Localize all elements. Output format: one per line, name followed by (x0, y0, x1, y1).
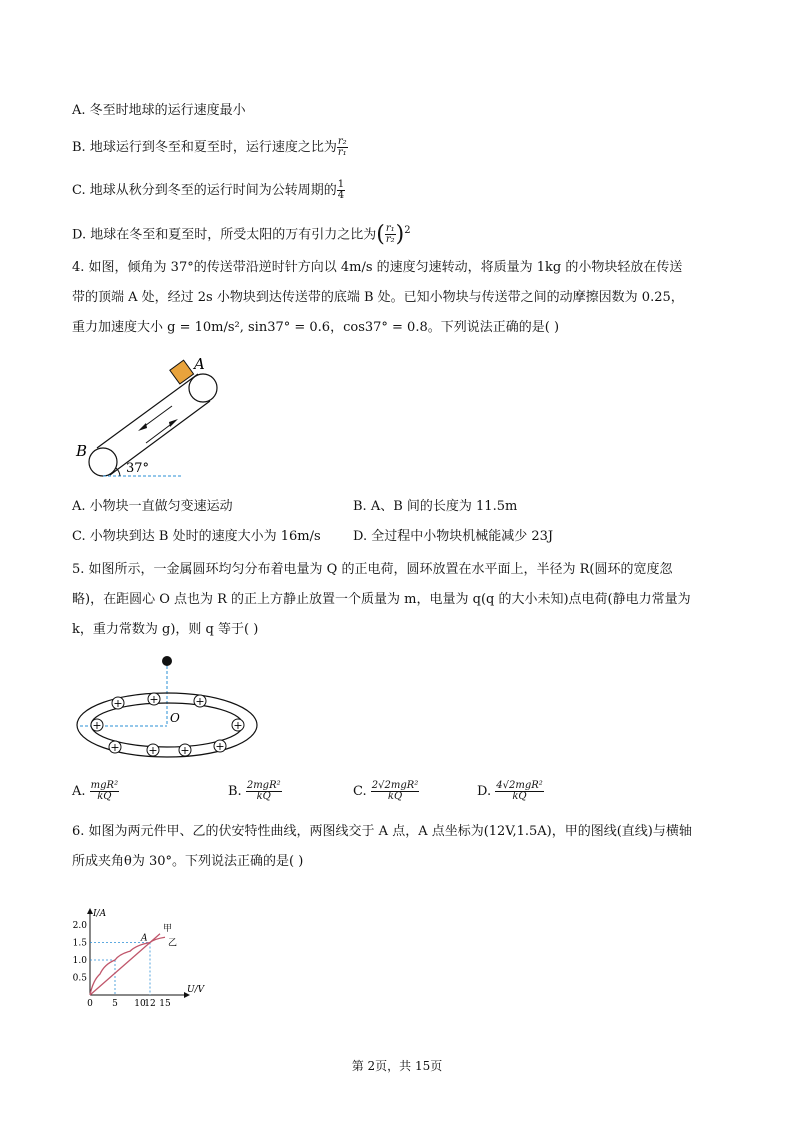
q4-stem-line-3: 重力加速度大小 g = 10m/s², sin37° = 0.6，cos37° = 0.8。下列说法正确的是( ) (72, 320, 560, 335)
plus-charge-icon (112, 697, 124, 710)
q3-option-b: B. 地球运行到冬至和夏至时，运行速度之比为 $\frac{\text{r₂}}{\text{r₁}}$ (72, 136, 347, 158)
q4-stem-line-1: 4. 如图，倾角为 37°的传送带沿逆时针方向以 4m/s 的速度匀速转动，将质量为 1kg 的小物块轻放在传送 (72, 260, 683, 275)
y-axis-label: I/A (93, 909, 107, 919)
q5-option-a: A. $\frac{\text{mgR²}}{kQ}$ (72, 780, 119, 802)
q4-option-d: D. 全过程中小物块机械能减少 23J (353, 529, 554, 544)
point-a-label: A (141, 933, 148, 944)
x-tick-label: 12 (144, 999, 156, 1009)
belt-arrow-down-icon (138, 423, 147, 431)
series-label: 乙 (168, 938, 178, 949)
charged-ring-figure (70, 650, 270, 775)
q6-stem-line-2: 所成夹角θ为 30°。下列说法正确的是( ) (72, 854, 304, 869)
x-tick-label: 10 (134, 999, 146, 1009)
q3-option-c: C. 地球从秋分到冬至的运行时间为公转周期的 $\frac{1}{4}$ (72, 179, 345, 201)
angle-label: 37° (126, 461, 150, 476)
label-a: A (194, 355, 205, 373)
iv-characteristic-chart (68, 895, 228, 1020)
q5-option-c: C. $\frac{\text{2√2mgR²}}{kQ}$ (353, 780, 419, 802)
x-tick-label: 15 (159, 999, 171, 1009)
q3-d-fraction: $\frac{\text{r₁}}{\text{r₂}}$ (385, 223, 395, 246)
point-charge (162, 656, 172, 666)
label-o: O (170, 711, 180, 725)
q5-stem-line-2: 略)，在距圆心 O 点也为 R 的正上方静止放置一个质量为 m，电量为 q(q 的大小未知)点电荷(静电力常量为 (72, 592, 691, 607)
x-tick-label: 5 (112, 999, 118, 1009)
q3-b-fraction: $\frac{\text{r₂}}{\text{r₁}}$ (337, 136, 347, 158)
q4-option-b: B. A、B 间的长度为 11.5m (353, 499, 518, 514)
q5-option-b: B. $\frac{\text{2mgR²}}{kQ}$ (228, 780, 281, 802)
svg-text:+: + (92, 719, 102, 732)
svg-text:+: + (180, 744, 190, 757)
q5-option-d: D. $\frac{\text{4√2mgR²}}{kQ}$ (477, 780, 543, 802)
series-label: 甲 (163, 923, 173, 934)
plus-charge-icon (194, 695, 206, 708)
y-tick-label: 0.5 (72, 973, 87, 984)
q3-option-d: D. 地球在冬至和夏至时，所受太阳的万有引力之比为( $\frac{\text{r₁}}{\text{r₂}}$ )$^2$ (72, 221, 411, 247)
svg-text:+: + (215, 740, 225, 753)
label-b: B (76, 442, 88, 460)
svg-text:+: + (149, 693, 159, 706)
svg-text:+: + (110, 741, 120, 754)
page-footer: 第 2页，共 15页 (351, 1059, 443, 1073)
q6-stem-line-1: 6. 如图为两元件甲、乙的伏安特性曲线，两图线交于 A 点，A 点坐标为(12V,1.5A)，甲的图线(直线)与横轴 (72, 824, 692, 839)
plus-charge-icon (148, 693, 160, 706)
plus-charge-icon (91, 719, 103, 732)
plus-charge-icon (232, 719, 244, 732)
plus-charge-icon (214, 740, 226, 753)
plus-charge-icon (147, 744, 159, 757)
x-tick-label: 0 (87, 999, 93, 1009)
svg-text:+: + (195, 695, 205, 708)
bottom-pulley (89, 448, 117, 476)
q4-stem-line-2: 带的顶端 A 处，经过 2s 小物块到达传送带的底端 B 处。已知小物块与传送带之间的动摩擦因数为 0.25， (72, 290, 684, 305)
q5-stem-line-3: k，重力常数为 g)，则 q 等于( ) (72, 622, 259, 637)
svg-text:+: + (148, 744, 158, 757)
svg-text:+: + (113, 697, 123, 710)
q3-option-a: A. 冬至时地球的运行速度最小 (72, 103, 246, 118)
series-line-2 (90, 937, 165, 995)
conveyor-belt-figure (70, 355, 230, 485)
top-pulley (189, 374, 217, 402)
x-axis-label: U/V (187, 985, 205, 995)
q3-c-fraction: $\frac{1}{4}$ (337, 179, 345, 201)
q4-option-c: C. 小物块到达 B 处时的速度大小为 16m/s (72, 529, 321, 544)
q4-option-a: A. 小物块一直做匀变速运动 (72, 499, 233, 514)
plus-charge-icon (109, 741, 121, 754)
svg-text:+: + (233, 719, 243, 732)
y-tick-label: 1.5 (72, 938, 87, 949)
plus-charge-icon (179, 744, 191, 757)
y-tick-label: 2.0 (72, 921, 87, 931)
y-tick-label: 1.0 (72, 956, 87, 966)
q5-stem-line-1: 5. 如图所示，一金属圆环均匀分布着电量为 Q 的正电荷，圆环放置在水平面上，半径为 R(圆环的宽度忽 (72, 562, 673, 577)
